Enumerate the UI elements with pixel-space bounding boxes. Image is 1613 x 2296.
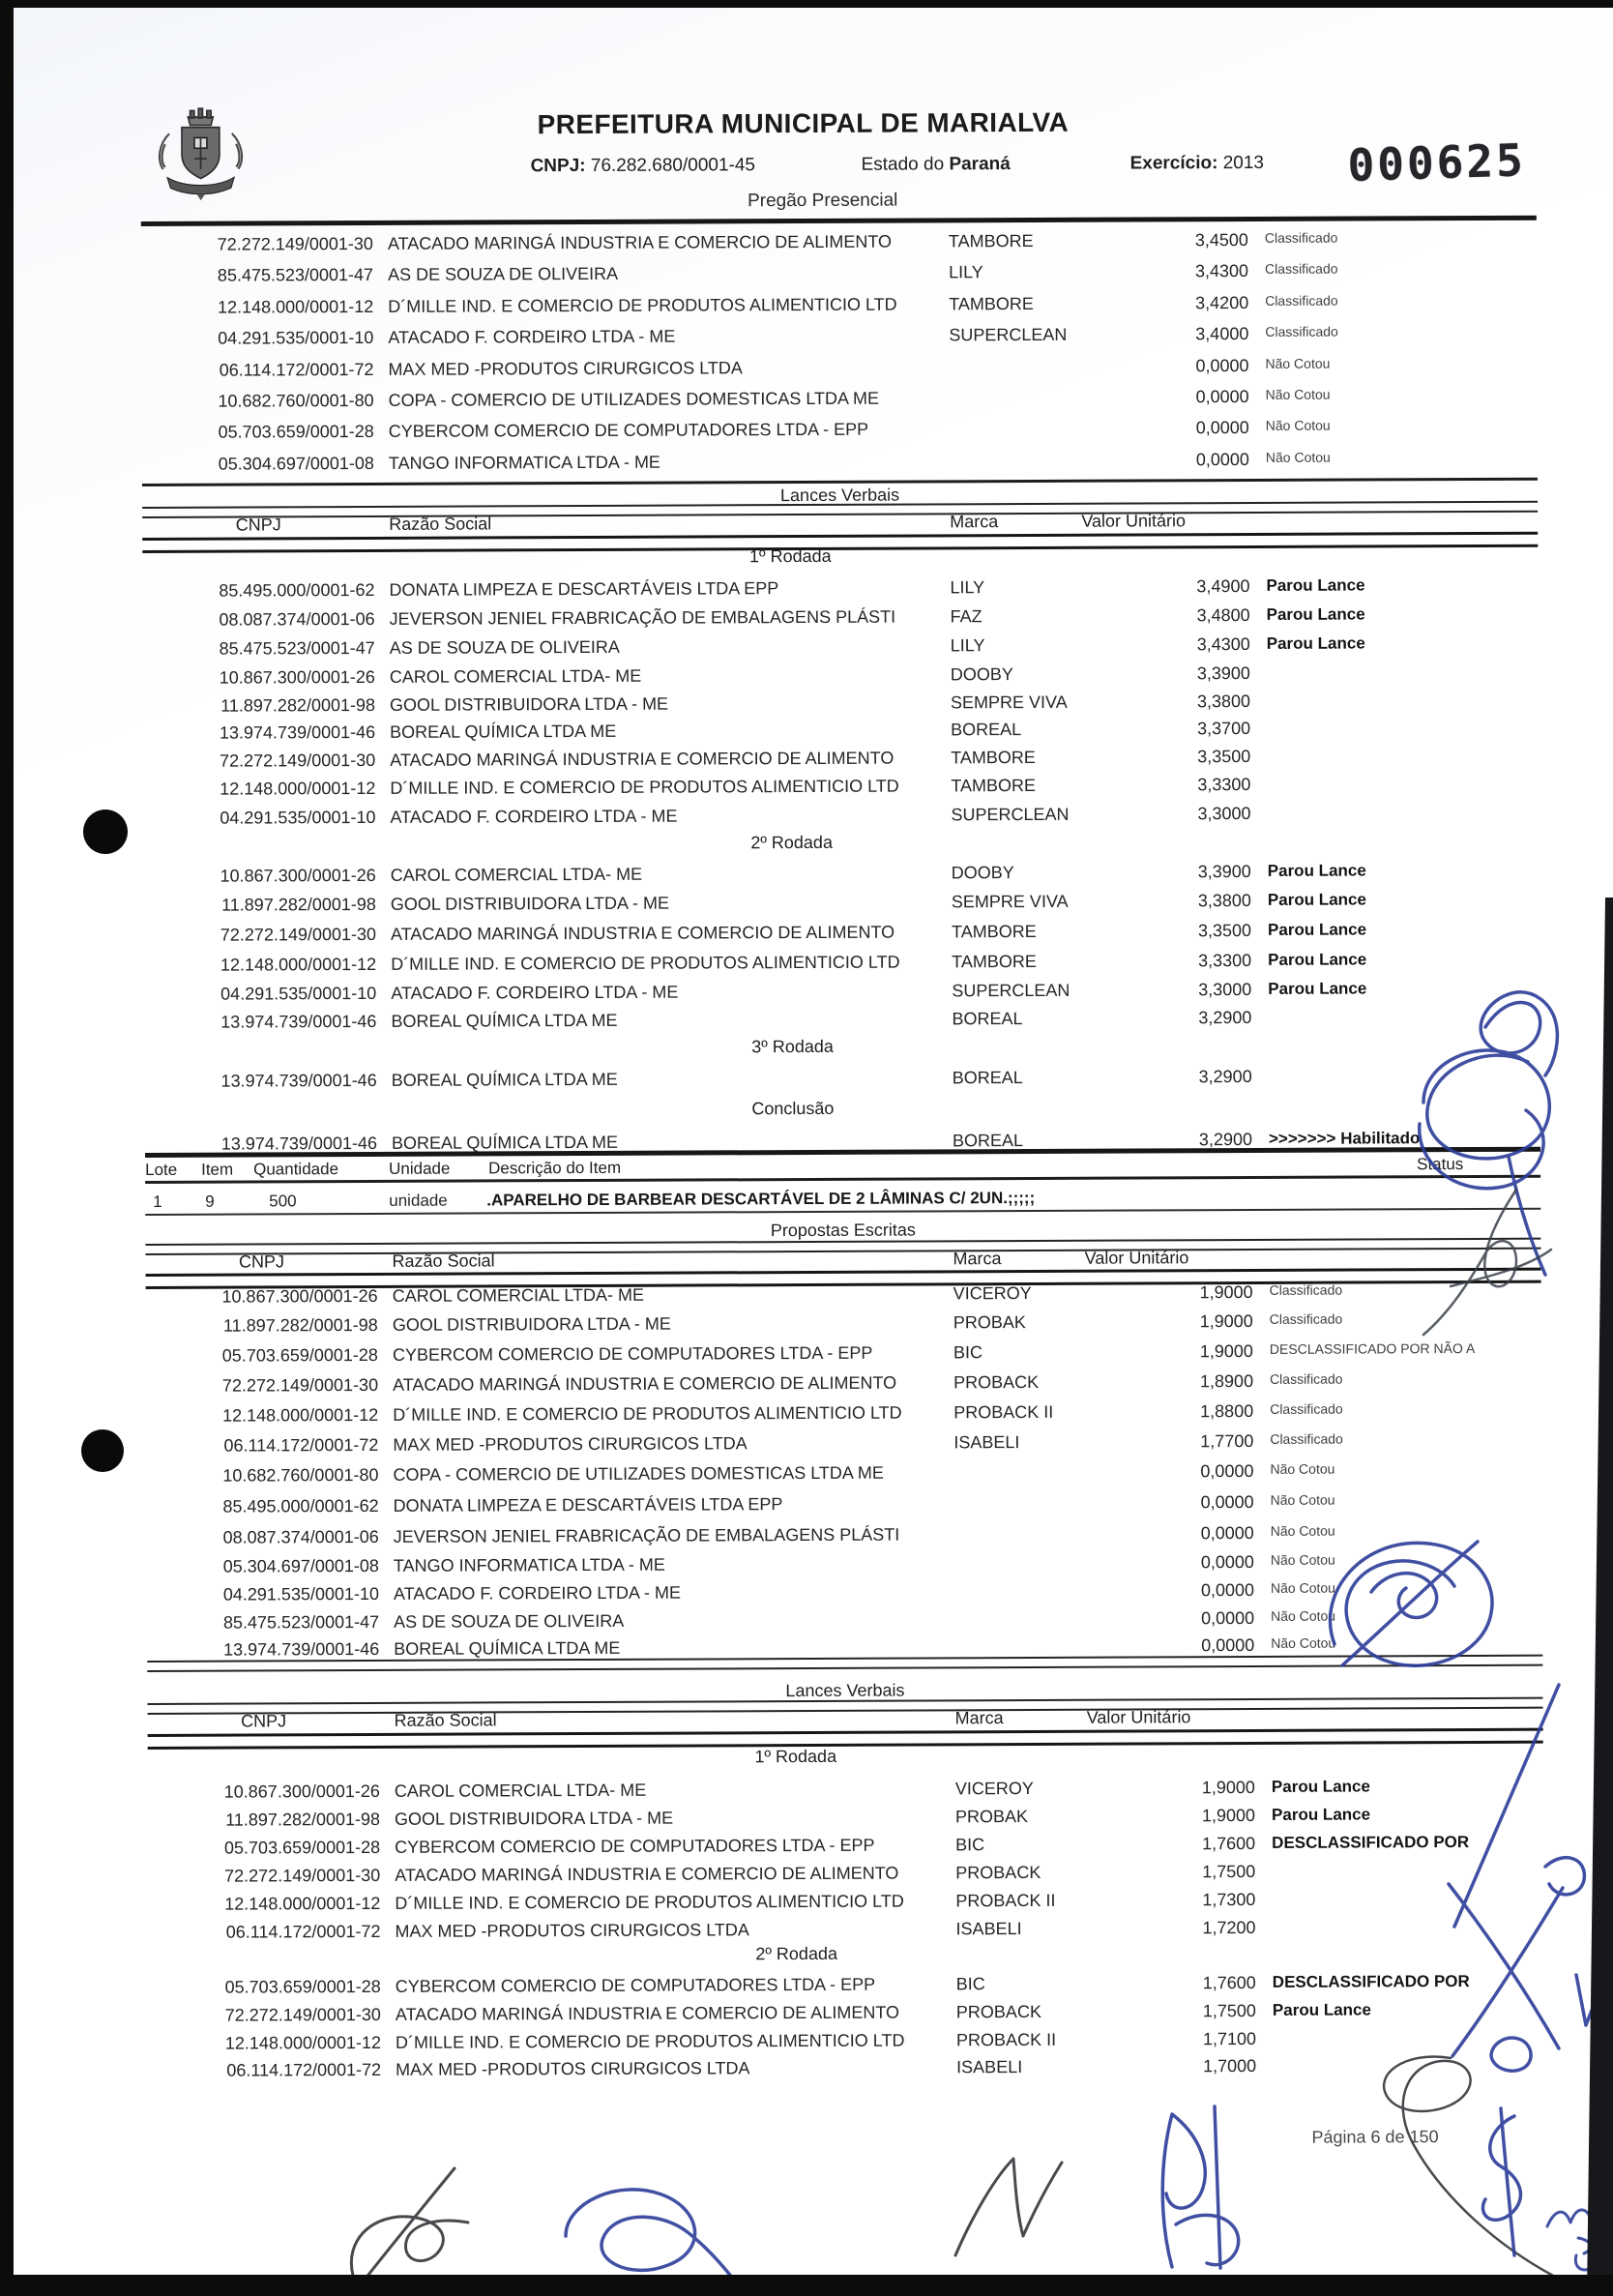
col-header-razao-3: Razão Social bbox=[394, 1710, 497, 1730]
valor-unitario: 1,9000 bbox=[1201, 1805, 1256, 1826]
razao-social: JEVERSON JENIEL FRABRICAÇÃO DE EMBALAGENS PLÁSTI bbox=[393, 1524, 900, 1546]
section-title-lances-verbais-1: Lances Verbais bbox=[779, 485, 900, 506]
razao-social: CYBERCOM COMERCIO DE COMPUTADORES LTDA - EPP bbox=[388, 419, 869, 441]
col-header-razao-1: Razão Social bbox=[389, 514, 492, 534]
lote-header-item: Item bbox=[201, 1160, 234, 1179]
marca-value: DOOBY bbox=[950, 664, 1013, 685]
valor-unitario: 3,3900 bbox=[1196, 662, 1250, 684]
razao-social: D´MILLE IND. E COMERCIO DE PRODUTOS ALIMENTICIO LTD bbox=[395, 2030, 905, 2052]
status-text: Parou Lance bbox=[1266, 633, 1365, 653]
razao-social: MAX MED -PRODUTOS CIRURGICOS LTDA bbox=[395, 1920, 749, 1941]
status-text bbox=[1273, 2027, 1606, 2029]
cnpj-value: 06.114.172/0001-72 bbox=[226, 2059, 382, 2080]
cnpj-value: 72.272.149/0001-30 bbox=[224, 1865, 381, 1886]
descricao-item-value: .APARELHO DE BARBEAR DESCARTÁVEL DE 2 LÂMINAS C/ 2UN.;;;;; bbox=[486, 1188, 1036, 1210]
razao-social: MAX MED -PRODUTOS CIRURGICOS LTDA bbox=[388, 358, 743, 379]
valor-unitario: 0,0000 bbox=[1200, 1460, 1254, 1482]
page-number-stamp: 000625 bbox=[1346, 133, 1527, 191]
razao-social: D´MILLE IND. E COMERCIO DE PRODUTOS ALIMENTICIO LTD bbox=[388, 294, 897, 316]
status-text: Parou Lance bbox=[1272, 2000, 1371, 2019]
valor-unitario: 1,8800 bbox=[1200, 1400, 1254, 1422]
razao-social: COPA - COMERCIO DE UTILIZADES DOMESTICAS LTDA ME bbox=[393, 1462, 884, 1485]
razao-social: MAX MED -PRODUTOS CIRURGICOS LTDA bbox=[393, 1433, 748, 1455]
status-text: Parou Lance bbox=[1271, 1805, 1371, 1824]
table-row bbox=[4, 1971, 1613, 2001]
lote-value: 1 bbox=[153, 1192, 162, 1211]
cnpj-value: 10.867.300/0001-26 bbox=[221, 1285, 378, 1307]
valor-unitario: 0,0000 bbox=[1195, 417, 1249, 438]
col-header-cnpj-1: CNPJ bbox=[235, 515, 281, 535]
marca-value: VICEROY bbox=[953, 1282, 1032, 1304]
page-footer: Página 6 de 150 bbox=[1311, 2127, 1439, 2147]
valor-unitario: 1,7100 bbox=[1202, 2028, 1257, 2049]
item-value: 9 bbox=[205, 1192, 215, 1211]
status-text: Classificado bbox=[1269, 1281, 1343, 1298]
status-text: Não Cotou bbox=[1265, 355, 1331, 371]
valor-unitario: 1,7200 bbox=[1202, 1917, 1256, 1938]
valor-unitario: 3,3500 bbox=[1197, 746, 1251, 767]
section-title-propostas: Propostas Escritas bbox=[770, 1220, 916, 1241]
razao-social: GOOL DISTRIBUIDORA LTDA - ME bbox=[394, 1808, 674, 1829]
razao-social: CAROL COMERCIAL LTDA- ME bbox=[390, 864, 643, 885]
valor-unitario: 0,0000 bbox=[1200, 1579, 1255, 1601]
cnpj-value: 08.087.374/0001-06 bbox=[222, 1526, 379, 1547]
razao-social: BOREAL QUÍMICA LTDA ME bbox=[391, 1010, 618, 1031]
status-text: DESCLASSIFICADO POR NÃO A bbox=[1269, 1339, 1476, 1357]
cnpj-value: 85.475.523/0001-47 bbox=[222, 1611, 380, 1633]
round-label-2-2: 2º Rodada bbox=[755, 1943, 837, 1964]
conclusao-label: Conclusão bbox=[751, 1098, 835, 1119]
marca-value: PROBACK bbox=[955, 1862, 1041, 1883]
marca-value: TAMBORE bbox=[952, 951, 1037, 972]
cnpj-value: 12.148.000/0001-12 bbox=[224, 2032, 382, 2053]
status-text: Não Cotou bbox=[1270, 1522, 1335, 1539]
cnpj-value: 10.682.760/0001-80 bbox=[222, 1464, 379, 1486]
valor-unitario: 0,0000 bbox=[1195, 449, 1249, 470]
cnpj-value: 10.867.300/0001-26 bbox=[219, 666, 375, 688]
cnpj-value: 10.867.300/0001-26 bbox=[220, 865, 376, 886]
status-text: Não Cotou bbox=[1270, 1460, 1335, 1477]
razao-social: D´MILLE IND. E COMERCIO DE PRODUTOS ALIMENTICIO LTD bbox=[395, 1891, 904, 1913]
razao-social: ATACADO F. CORDEIRO LTDA - ME bbox=[390, 806, 678, 827]
valor-unitario: 3,3800 bbox=[1196, 691, 1251, 712]
marca-value: PROBACK bbox=[953, 1371, 1040, 1393]
valor-unitario: 3,3000 bbox=[1197, 803, 1251, 824]
cnpj-value: 11.897.282/0001-98 bbox=[222, 1314, 378, 1336]
razao-social: GOOL DISTRIBUIDORA LTDA - ME bbox=[392, 1313, 671, 1335]
status-text: Classificado bbox=[1270, 1430, 1343, 1447]
hole-punch-top bbox=[83, 809, 128, 854]
razao-social: CYBERCOM COMERCIO DE COMPUTADORES LTDA - EPP bbox=[395, 1974, 876, 1996]
status-text: Classificado bbox=[1270, 1400, 1343, 1417]
razao-social: CAROL COMERCIAL LTDA- ME bbox=[392, 1284, 645, 1306]
status-text: Não Cotou bbox=[1270, 1551, 1335, 1568]
cnpj-value: 72.272.149/0001-30 bbox=[217, 233, 373, 254]
marca-value: TAMBORE bbox=[949, 293, 1034, 314]
razao-social: AS DE SOUZA DE OLIVEIRA bbox=[388, 263, 619, 284]
cnpj-value: 05.703.659/0001-28 bbox=[223, 1837, 381, 1858]
cnpj-value: 05.703.659/0001-28 bbox=[221, 1344, 378, 1366]
cnpj-value: 04.291.535/0001-10 bbox=[220, 807, 376, 828]
quantidade-value: 500 bbox=[269, 1192, 297, 1211]
status-text: Parou Lance bbox=[1271, 1777, 1370, 1796]
marca-value: ISABELI bbox=[955, 1919, 1022, 1939]
cnpj-value: 12.148.000/0001-12 bbox=[222, 1404, 379, 1426]
razao-social: BOREAL QUÍMICA LTDA ME bbox=[391, 1132, 619, 1153]
valor-unitario: 3,2900 bbox=[1198, 1007, 1252, 1028]
document-type: Pregão Presencial bbox=[748, 190, 898, 212]
cnpj-value: 05.304.697/0001-08 bbox=[222, 1555, 379, 1576]
marca-value: BOREAL bbox=[951, 720, 1022, 740]
valor-unitario: 3,3800 bbox=[1197, 890, 1251, 911]
col-header-razao-2: Razão Social bbox=[392, 1251, 495, 1271]
status-text: DESCLASSIFICADO POR bbox=[1272, 1833, 1470, 1852]
valor-unitario: 0,0000 bbox=[1200, 1522, 1254, 1544]
cnpj-value: 12.148.000/0001-12 bbox=[218, 296, 374, 317]
cnpj-value: 13.974.739/0001-46 bbox=[219, 721, 376, 743]
marca-value: PROBACK II bbox=[955, 2029, 1057, 2050]
col-header-valor-2: Valor Unitário bbox=[1084, 1248, 1189, 1268]
round-label-1-3: 3º Rodada bbox=[751, 1036, 834, 1057]
exercicio-value: 2013 bbox=[1222, 152, 1264, 174]
lote-header-descricao: Descrição do Item bbox=[488, 1158, 622, 1178]
estado-prefix: Estado do bbox=[861, 154, 945, 175]
cnpj-value: 10.682.760/0001-80 bbox=[218, 390, 374, 411]
valor-unitario: 1,7600 bbox=[1202, 1972, 1256, 1993]
round-label-1-1: 1º Rodada bbox=[748, 545, 832, 567]
cnpj-value: 04.291.535/0001-10 bbox=[218, 327, 374, 348]
cnpj-value: 06.114.172/0001-72 bbox=[225, 1921, 381, 1942]
col-header-cnpj-2: CNPJ bbox=[238, 1251, 285, 1272]
section-title-lances-verbais-2: Lances Verbais bbox=[785, 1680, 905, 1701]
estado-nome: Paraná bbox=[949, 154, 1011, 175]
status-text: Parou Lance bbox=[1267, 890, 1366, 909]
status-text: Não Cotou bbox=[1265, 417, 1331, 433]
valor-unitario: 3,4900 bbox=[1196, 575, 1250, 597]
marca-value: LILY bbox=[950, 635, 985, 656]
razao-social: ATACADO F. CORDEIRO LTDA - ME bbox=[388, 326, 676, 347]
valor-unitario: 1,7700 bbox=[1200, 1430, 1254, 1452]
valor-unitario: 1,7300 bbox=[1202, 1889, 1256, 1910]
marca-value: SEMPRE VIVA bbox=[950, 692, 1068, 713]
marca-value: ISABELI bbox=[953, 1432, 1020, 1453]
valor-unitario: 0,0000 bbox=[1201, 1634, 1255, 1656]
status-text: Parou Lance bbox=[1266, 575, 1365, 595]
razao-social: TANGO INFORMATICA LTDA - ME bbox=[393, 1554, 665, 1575]
cnpj-value: 10.867.300/0001-26 bbox=[223, 1781, 380, 1802]
table-row bbox=[4, 1999, 1613, 2029]
status-text: Parou Lance bbox=[1266, 604, 1365, 624]
cnpj-value: 13.974.739/0001-46 bbox=[220, 1070, 377, 1091]
marca-value: PROBAK bbox=[954, 1807, 1029, 1827]
marca-value: FAZ bbox=[950, 606, 982, 627]
valor-unitario: 3,3900 bbox=[1197, 861, 1251, 882]
valor-unitario: 3,2900 bbox=[1198, 1129, 1253, 1150]
status-text: DESCLASSIFICADO POR bbox=[1272, 1972, 1470, 1991]
unidade-value: unidade bbox=[389, 1191, 448, 1210]
scan-edge-left bbox=[0, 0, 14, 2296]
valor-unitario: 3,3300 bbox=[1198, 950, 1252, 971]
col-header-valor-3: Valor Unitário bbox=[1086, 1707, 1191, 1727]
razao-social: BOREAL QUÍMICA LTDA ME bbox=[390, 721, 617, 742]
lote-header-lote: Lote bbox=[145, 1160, 178, 1179]
cnpj-value: 05.304.697/0001-08 bbox=[218, 453, 374, 474]
status-text: Não Cotou bbox=[1270, 1491, 1335, 1508]
valor-unitario: 1,7600 bbox=[1202, 1833, 1256, 1854]
cnpj-value: 08.087.374/0001-06 bbox=[219, 608, 375, 630]
cnpj-value: 05.703.659/0001-28 bbox=[218, 421, 374, 442]
razao-social: CYBERCOM COMERCIO DE COMPUTADORES LTDA - EPP bbox=[395, 1835, 875, 1857]
marca-value: SUPERCLEAN bbox=[952, 980, 1070, 1001]
cnpj-value: 85.495.000/0001-62 bbox=[222, 1495, 379, 1516]
razao-social: ATACADO MARINGÁ INDUSTRIA E COMERCIO DE ALIMENTO bbox=[390, 748, 894, 770]
status-text: Parou Lance bbox=[1268, 979, 1367, 998]
cnpj-value: 04.291.535/0001-10 bbox=[220, 983, 377, 1004]
marca-value: SUPERCLEAN bbox=[949, 324, 1068, 345]
razao-social: AS DE SOUZA DE OLIVEIRA bbox=[389, 636, 620, 658]
razao-social: D´MILLE IND. E COMERCIO DE PRODUTOS ALIMENTICIO LTD bbox=[390, 776, 899, 798]
valor-unitario: 1,9000 bbox=[1199, 1310, 1253, 1332]
marca-value: PROBAK bbox=[953, 1312, 1026, 1333]
valor-unitario: 0,0000 bbox=[1201, 1607, 1255, 1629]
marca-value: BIC bbox=[953, 1342, 982, 1363]
status-text: Parou Lance bbox=[1268, 950, 1367, 969]
razao-social: JEVERSON JENIEL FRABRICAÇÃO DE EMBALAGENS PLÁSTI bbox=[389, 606, 896, 629]
marca-value: SUPERCLEAN bbox=[951, 804, 1070, 825]
valor-unitario: 1,7000 bbox=[1203, 2055, 1257, 2076]
razao-social: D´MILLE IND. E COMERCIO DE PRODUTOS ALIMENTICIO LTD bbox=[393, 1402, 902, 1425]
cnpj-value: 85.475.523/0001-47 bbox=[219, 637, 375, 659]
status-text: Parou Lance bbox=[1267, 920, 1367, 939]
razao-social: ATACADO MARINGÁ INDUSTRIA E COMERCIO DE ALIMENTO bbox=[395, 1863, 899, 1885]
round-label-2-1: 1º Rodada bbox=[754, 1746, 837, 1767]
marca-value: LILY bbox=[949, 262, 983, 282]
cnpj-value: 72.272.149/0001-30 bbox=[220, 750, 376, 771]
valor-unitario: 3,4000 bbox=[1195, 323, 1249, 344]
status-text: Classificado bbox=[1264, 229, 1338, 246]
valor-unitario: 1,9000 bbox=[1201, 1777, 1255, 1798]
razao-social: BOREAL QUÍMICA LTDA ME bbox=[391, 1069, 618, 1090]
valor-unitario: 3,4800 bbox=[1196, 604, 1250, 626]
lote-header-status: Status bbox=[1417, 1155, 1464, 1174]
cnpj-value: 04.291.535/0001-10 bbox=[222, 1583, 380, 1604]
valor-unitario: 0,0000 bbox=[1195, 355, 1249, 376]
status-text: >>>>>>> Habilitado bbox=[1268, 1129, 1421, 1148]
razao-social: COPA - COMERCIO DE UTILIZADES DOMESTICAS LTDA ME bbox=[388, 388, 880, 410]
exercicio-label: Exercício: bbox=[1129, 153, 1218, 174]
status-text: Classificado bbox=[1265, 292, 1338, 309]
cnpj-value: 76.282.680/0001-45 bbox=[590, 155, 756, 176]
valor-unitario: 1,9000 bbox=[1199, 1281, 1253, 1303]
status-text: Classificado bbox=[1270, 1370, 1343, 1387]
razao-social: ATACADO MARINGÁ INDUSTRIA E COMERCIO DE ALIMENTO bbox=[393, 1372, 897, 1395]
scan-edge-top bbox=[0, 0, 1613, 8]
razao-social: DONATA LIMPEZA E DESCARTÁVEIS LTDA EPP bbox=[393, 1494, 783, 1516]
cnpj-value: 12.148.000/0001-12 bbox=[224, 1893, 381, 1914]
status-text: Classificado bbox=[1269, 1310, 1343, 1327]
cnpj-value: 12.148.000/0001-12 bbox=[220, 954, 377, 975]
lote-header-quantidade: Quantidade bbox=[253, 1160, 339, 1179]
cnpj-value: 06.114.172/0001-72 bbox=[219, 359, 374, 380]
razao-social: GOOL DISTRIBUIDORA LTDA - ME bbox=[390, 893, 669, 914]
marca-value: LILY bbox=[950, 577, 985, 598]
cnpj-label: CNPJ: bbox=[530, 155, 586, 177]
status-text: Classificado bbox=[1265, 260, 1338, 277]
col-header-marca-2: Marca bbox=[953, 1249, 1002, 1269]
razao-social: CYBERCOM COMERCIO DE COMPUTADORES LTDA - EPP bbox=[392, 1342, 873, 1365]
marca-value: TAMBORE bbox=[948, 230, 1034, 251]
razao-social: DONATA LIMPEZA E DESCARTÁVEIS LTDA EPP bbox=[389, 578, 779, 600]
valor-unitario: 1,7500 bbox=[1202, 1861, 1256, 1882]
razao-social: ATACADO F. CORDEIRO LTDA - ME bbox=[393, 1582, 682, 1604]
cnpj-value: 11.897.282/0001-98 bbox=[221, 894, 376, 915]
marca-value: PROBACK II bbox=[955, 1890, 1056, 1911]
valor-unitario: 0,0000 bbox=[1195, 386, 1249, 407]
marca-value: BOREAL bbox=[952, 1068, 1023, 1088]
valor-unitario: 1,9000 bbox=[1199, 1340, 1253, 1362]
status-text: Não Cotou bbox=[1271, 1634, 1336, 1651]
razao-social: ATACADO F. CORDEIRO LTDA - ME bbox=[391, 982, 679, 1003]
marca-value: DOOBY bbox=[951, 863, 1014, 883]
valor-unitario: 3,4500 bbox=[1194, 229, 1248, 250]
marca-value: TAMBORE bbox=[951, 775, 1037, 796]
cnpj-value: 05.703.659/0001-28 bbox=[224, 1976, 381, 1997]
valor-unitario: 3,3300 bbox=[1197, 774, 1251, 795]
marca-value: ISABELI bbox=[956, 2057, 1023, 2077]
status-text: Não Cotou bbox=[1265, 449, 1331, 465]
razao-social: D´MILLE IND. E COMERCIO DE PRODUTOS ALIMENTICIO LTD bbox=[391, 952, 900, 974]
cnpj-value: 06.114.172/0001-72 bbox=[223, 1434, 379, 1456]
status-text: Não Cotou bbox=[1271, 1607, 1336, 1624]
valor-unitario: 0,0000 bbox=[1200, 1551, 1254, 1573]
table-row bbox=[4, 2054, 1613, 2084]
marca-value: TAMBORE bbox=[951, 921, 1037, 942]
status-text: Parou Lance bbox=[1267, 861, 1366, 880]
cnpj-value: 13.974.739/0001-46 bbox=[220, 1133, 378, 1154]
cnpj-value: 13.974.739/0001-46 bbox=[220, 1011, 377, 1032]
status-text: Não Cotou bbox=[1270, 1579, 1335, 1596]
col-header-valor-1: Valor Unitário bbox=[1081, 511, 1187, 531]
valor-unitario: 3,4200 bbox=[1195, 292, 1249, 313]
cnpj-value: 72.272.149/0001-30 bbox=[224, 2004, 381, 2025]
col-header-marca-1: Marca bbox=[950, 512, 999, 532]
cnpj-value: 72.272.149/0001-30 bbox=[221, 1374, 379, 1396]
valor-unitario: 3,4300 bbox=[1196, 633, 1250, 655]
razao-social: ATACADO MARINGÁ INDUSTRIA E COMERCIO DE ALIMENTO bbox=[395, 2002, 900, 2024]
marca-value: SEMPRE VIVA bbox=[951, 891, 1069, 912]
valor-unitario: 3,2900 bbox=[1198, 1066, 1252, 1087]
valor-unitario: 1,7500 bbox=[1202, 2000, 1256, 2021]
razao-social: ATACADO MARINGÁ INDUSTRIA E COMERCIO DE ALIMENTO bbox=[390, 922, 895, 944]
cnpj-value: 85.495.000/0001-62 bbox=[219, 579, 375, 601]
col-header-cnpj-3: CNPJ bbox=[241, 1711, 287, 1731]
status-text: Não Cotou bbox=[1265, 386, 1331, 402]
hole-punch-bottom bbox=[81, 1429, 124, 1472]
razao-social: MAX MED -PRODUTOS CIRURGICOS LTDA bbox=[396, 2058, 750, 2079]
marca-value: PROBACK bbox=[955, 2001, 1041, 2022]
valor-unitario: 3,3700 bbox=[1197, 718, 1251, 739]
valor-unitario: 3,3000 bbox=[1198, 979, 1252, 1000]
cnpj-value: 72.272.149/0001-30 bbox=[220, 924, 377, 945]
razao-social: ATACADO MARINGÁ INDUSTRIA E COMERCIO DE ALIMENTO bbox=[387, 231, 893, 253]
status-text: Classificado bbox=[1265, 323, 1338, 339]
page-title: PREFEITURA MUNICIPAL DE MARIALVA bbox=[537, 106, 1070, 140]
marca-value: BOREAL bbox=[952, 1131, 1024, 1151]
valor-unitario: 1,8900 bbox=[1199, 1370, 1254, 1392]
table-row bbox=[4, 2027, 1613, 2057]
razao-social: CAROL COMERCIAL LTDA- ME bbox=[389, 665, 642, 687]
cnpj-value: 85.475.523/0001-47 bbox=[217, 264, 374, 285]
marca-value: VICEROY bbox=[954, 1778, 1034, 1799]
valor-unitario: 0,0000 bbox=[1200, 1491, 1254, 1513]
marca-value: BIC bbox=[955, 1835, 985, 1855]
marca-value: BIC bbox=[955, 1974, 985, 1994]
razao-social: CAROL COMERCIAL LTDA- ME bbox=[394, 1780, 647, 1801]
cnpj-value: 11.897.282/0001-98 bbox=[225, 1809, 381, 1830]
valor-unitario: 3,3500 bbox=[1197, 920, 1252, 941]
valor-unitario: 3,4300 bbox=[1194, 260, 1249, 281]
cnpj-value: 11.897.282/0001-98 bbox=[220, 694, 376, 716]
col-header-marca-3: Marca bbox=[954, 1708, 1004, 1728]
round-label-1-2: 2º Rodada bbox=[750, 832, 833, 853]
razao-social: BOREAL QUÍMICA LTDA ME bbox=[394, 1637, 621, 1659]
scan-edge-bottom bbox=[0, 2275, 1613, 2296]
razao-social: GOOL DISTRIBUIDORA LTDA - ME bbox=[389, 693, 669, 715]
marca-value: TAMBORE bbox=[951, 747, 1036, 768]
razao-social: TANGO INFORMATICA LTDA - ME bbox=[388, 452, 660, 473]
marca-value: PROBACK II bbox=[953, 1401, 1054, 1423]
lote-header-unidade: Unidade bbox=[389, 1159, 451, 1178]
status-text bbox=[1273, 2054, 1606, 2056]
razao-social: AS DE SOUZA DE OLIVEIRA bbox=[394, 1610, 625, 1632]
marca-value: BOREAL bbox=[952, 1009, 1023, 1029]
cnpj-value: 12.148.000/0001-12 bbox=[220, 778, 376, 799]
cnpj-value: 13.974.739/0001-46 bbox=[223, 1638, 380, 1660]
